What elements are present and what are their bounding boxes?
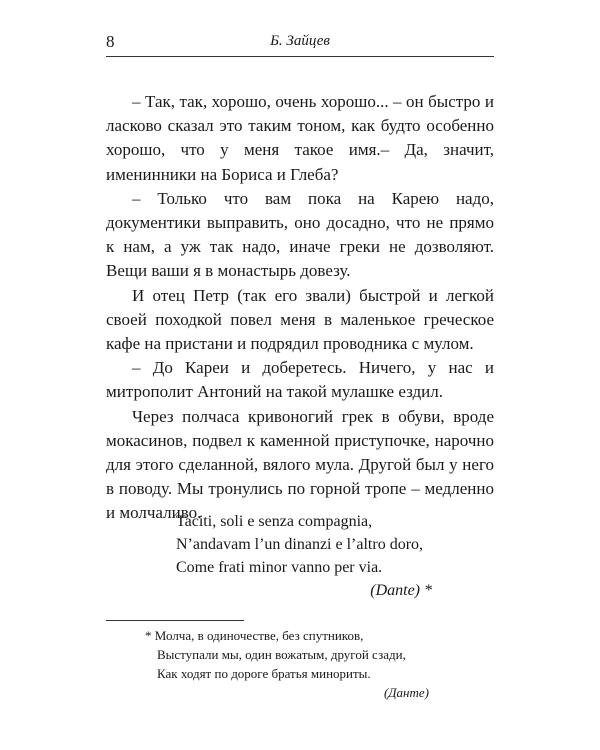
epigraph-poem [176,510,436,602]
paragraph: Через полчаса кривоногий грек в обуви, вроде мокасинов, подвел к каменной приступочке, нарочно для этого сделанной, вялого мула. Другой был у него в поводу. Мы тронулись по горной тропе – медленно и молчаливо. [106,406,494,523]
poem-line: Taciti, soli e senza compagnia, [176,513,373,530]
footnote-line: Выступали мы, один вожатым, другой сзади, [157,647,406,662]
paragraph: – До Кареи и доберетесь. Ничего, у нас и митрополит Антоний на такой мулашке ездил. [106,358,494,402]
footnote-attribution: (Данте) [383,685,429,700]
footnote-line: * Молча, в одиночестве, без спутников, [145,628,364,643]
poem-attribution: (Dante) * [370,582,432,599]
footnote-line: Как ходят по дороге братья минориты. [157,666,371,681]
poem-line: N’andavam l’un dinanzi e l’altro doro, [176,536,424,553]
running-title: Б. Зайцев [270,33,330,49]
page-header [106,32,494,56]
poem-line: Come frati minor vanno per via. [176,559,383,576]
body-text [106,90,494,526]
footnote-rule [106,620,244,621]
header-rule [106,56,494,57]
paragraph: – Только что вам пока на Карею надо, документики выправить, оно досадно, что не прямо к нам, а уж так надо, иначе греки не дозволяют. Вещи ваши я в монастырь довезу. [106,188,494,281]
footnote [145,626,435,702]
page-number: 8 [106,32,115,51]
paragraph: И отец Петр (так его звали) быстрой и легкой своей походкой повел меня в маленькое греческое кафе на пристани и подрядил проводника с мулом. [106,285,494,354]
paragraph: – Так, так, хорошо, очень хорошо... – он быстро и ласково сказал это таким тоном, как будто особенно хорошо, что у меня такое имя.– Да, значит, именинники на Бориса и Глеба? [106,92,494,184]
